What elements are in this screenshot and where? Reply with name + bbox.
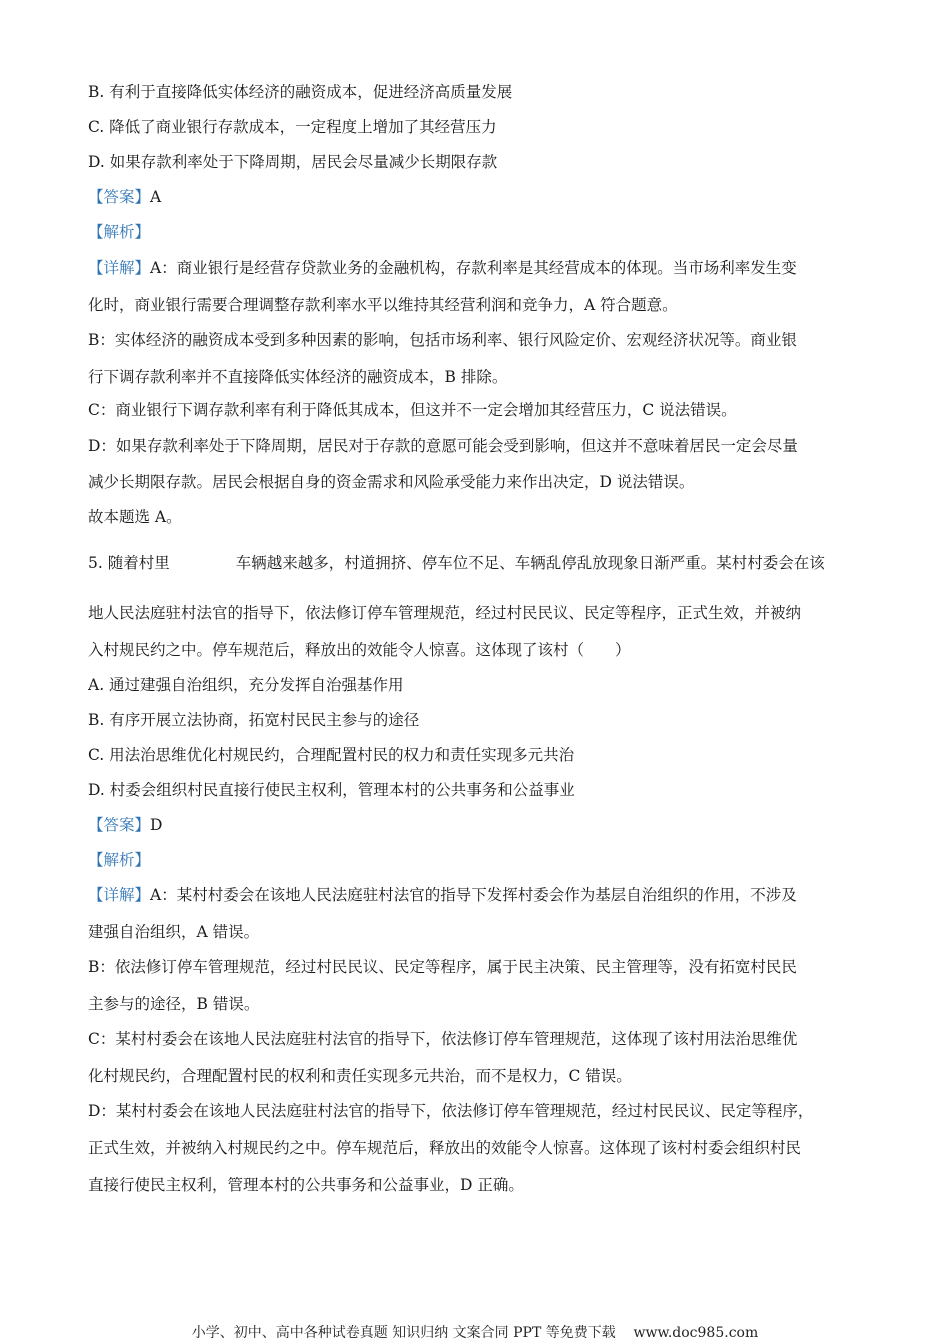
q4-detail-a-line-1 [88, 258, 868, 278]
detail-tag: 【详解】 [88, 259, 151, 277]
q5-detail-c-line-1: C：某村村委会在该地人民法庭驻村法官的指导下，依法修订停车管理规范，这体现了该村用法治思维优 [88, 1030, 798, 1048]
q5-detail-b-line-2: 主参与的途径，B 错误。 [88, 995, 260, 1013]
answer-tag: 【答案】 [88, 816, 151, 834]
q5-stem-line-2: 地人民法庭驻村法官的指导下，依法修订停车管理规范，经过村民民议、民定等程序，正式生效，并被纳 [88, 604, 802, 622]
q5-detail-c-line-2: 化村规民约，合理配置村民的权利和责任实现多元共治，而不是权力，C 错误。 [88, 1067, 632, 1085]
q4-detail-b-line-1: B：实体经济的融资成本受到多种因素的影响，包括市场利率、银行风险定价、宏观经济状况等。商业银 [88, 331, 797, 349]
q5-option-d: D. 村委会组织村民直接行使民主权利，管理本村的公共事务和公益事业 [88, 781, 575, 799]
answer-value: D [150, 816, 163, 834]
page-footer [0, 1324, 950, 1342]
q5-detail-d-line-1: D：某村村委会在该地人民法庭驻村法官的指导下，依法修订停车管理规范，经过村民民议、民定等程序， [88, 1102, 814, 1120]
q4-detail-c-line-1: C：商业银行下调存款利率有利于降低其成本，但这并不一定会增加其经营压力，C 说法错误。 [88, 401, 737, 419]
q4-option-b: B. 有利于直接降低实体经济的融资成本，促进经济高质量发展 [88, 83, 513, 101]
q5-detail-a-line-2: 建强自治组织，A 错误。 [88, 923, 260, 941]
detail-tag: 【详解】 [88, 886, 151, 904]
q5-option-a: A. 通过建强自治组织，充分发挥自治强基作用 [88, 676, 404, 694]
q4-detail-a-line-2: 化时，商业银行需要合理调整存款利率水平以维持其经营利润和竞争力，A 符合题意。 [88, 296, 678, 314]
footer-site-link[interactable]: www.doc985.com [633, 1325, 759, 1341]
q5-detail-b-line-1: B：依法修订停车管理规范，经过村民民议、民定等程序，属于民主决策、民主管理等，没有拓宽村民民 [88, 958, 797, 976]
answer-value: A [150, 188, 162, 206]
q5-detail-d-line-2: 正式生效，并被纳入村规民约之中。停车规范后，释放出的效能令人惊喜。这体现了该村村委会组织村民 [88, 1139, 802, 1157]
q4-analysis-tag: 【解析】 [88, 223, 151, 241]
q5-answer [88, 815, 868, 835]
q5-detail-d-line-3: 直接行使民主权利，管理本村的公共事务和公益事业，D 正确。 [88, 1176, 524, 1194]
q4-option-c: C. 降低了商业银行存款成本，一定程度上增加了其经营压力 [88, 118, 497, 136]
q5-stem-line-1 [88, 553, 868, 573]
q4-option-d: D. 如果存款利率处于下降周期，居民会尽量减少长期限存款 [88, 153, 498, 171]
q4-detail-b-line-2: 行下调存款利率并不直接降低实体经济的融资成本，B 排除。 [88, 368, 508, 386]
q5-detail-a-line-1 [88, 885, 868, 905]
answer-tag: 【答案】 [88, 188, 151, 206]
stem-rest: 车辆越来越多，村道拥挤、停车位不足、车辆乱停乱放现象日渐严重。某村村委会在该 [235, 554, 825, 572]
q4-answer [88, 187, 868, 207]
q5-analysis-tag: 【解析】 [88, 851, 151, 869]
q5-option-b: B. 有序开展立法协商，拓宽村民民主参与的途径 [88, 711, 420, 729]
detail-text: A：商业银行是经营存贷款业务的金融机构，存款利率是其经营成本的体现。当市场利率发生变 [150, 259, 797, 277]
q5-option-c: C. 用法治思维优化村规民约，合理配置村民的权力和责任实现多元共治 [88, 746, 575, 764]
q4-detail-d-line-2: 减少长期限存款。居民会根据自身的资金需求和风险承受能力来作出决定，D 说法错误。 [88, 473, 695, 491]
q5-stem-line-3: 入村规民约之中。停车规范后，释放出的效能令人惊喜。这体现了该村（ ） [88, 641, 631, 659]
detail-text: A：某村村委会在该地人民法庭驻村法官的指导下发挥村委会作为基层自治组织的作用，不涉及 [150, 886, 797, 904]
stem-start: 5. 随着村里 [88, 554, 170, 572]
q4-conclusion: 故本题选 A。 [88, 508, 182, 526]
q4-detail-d-line-1: D：如果存款利率处于下降周期，居民对于存款的意愿可能会受到影响，但这并不意味着居民一定会尽量 [88, 437, 798, 455]
footer-text: 小学、初中、高中各种试卷真题 知识归纳 文案合同 PPT 等免费下载 [191, 1325, 616, 1341]
